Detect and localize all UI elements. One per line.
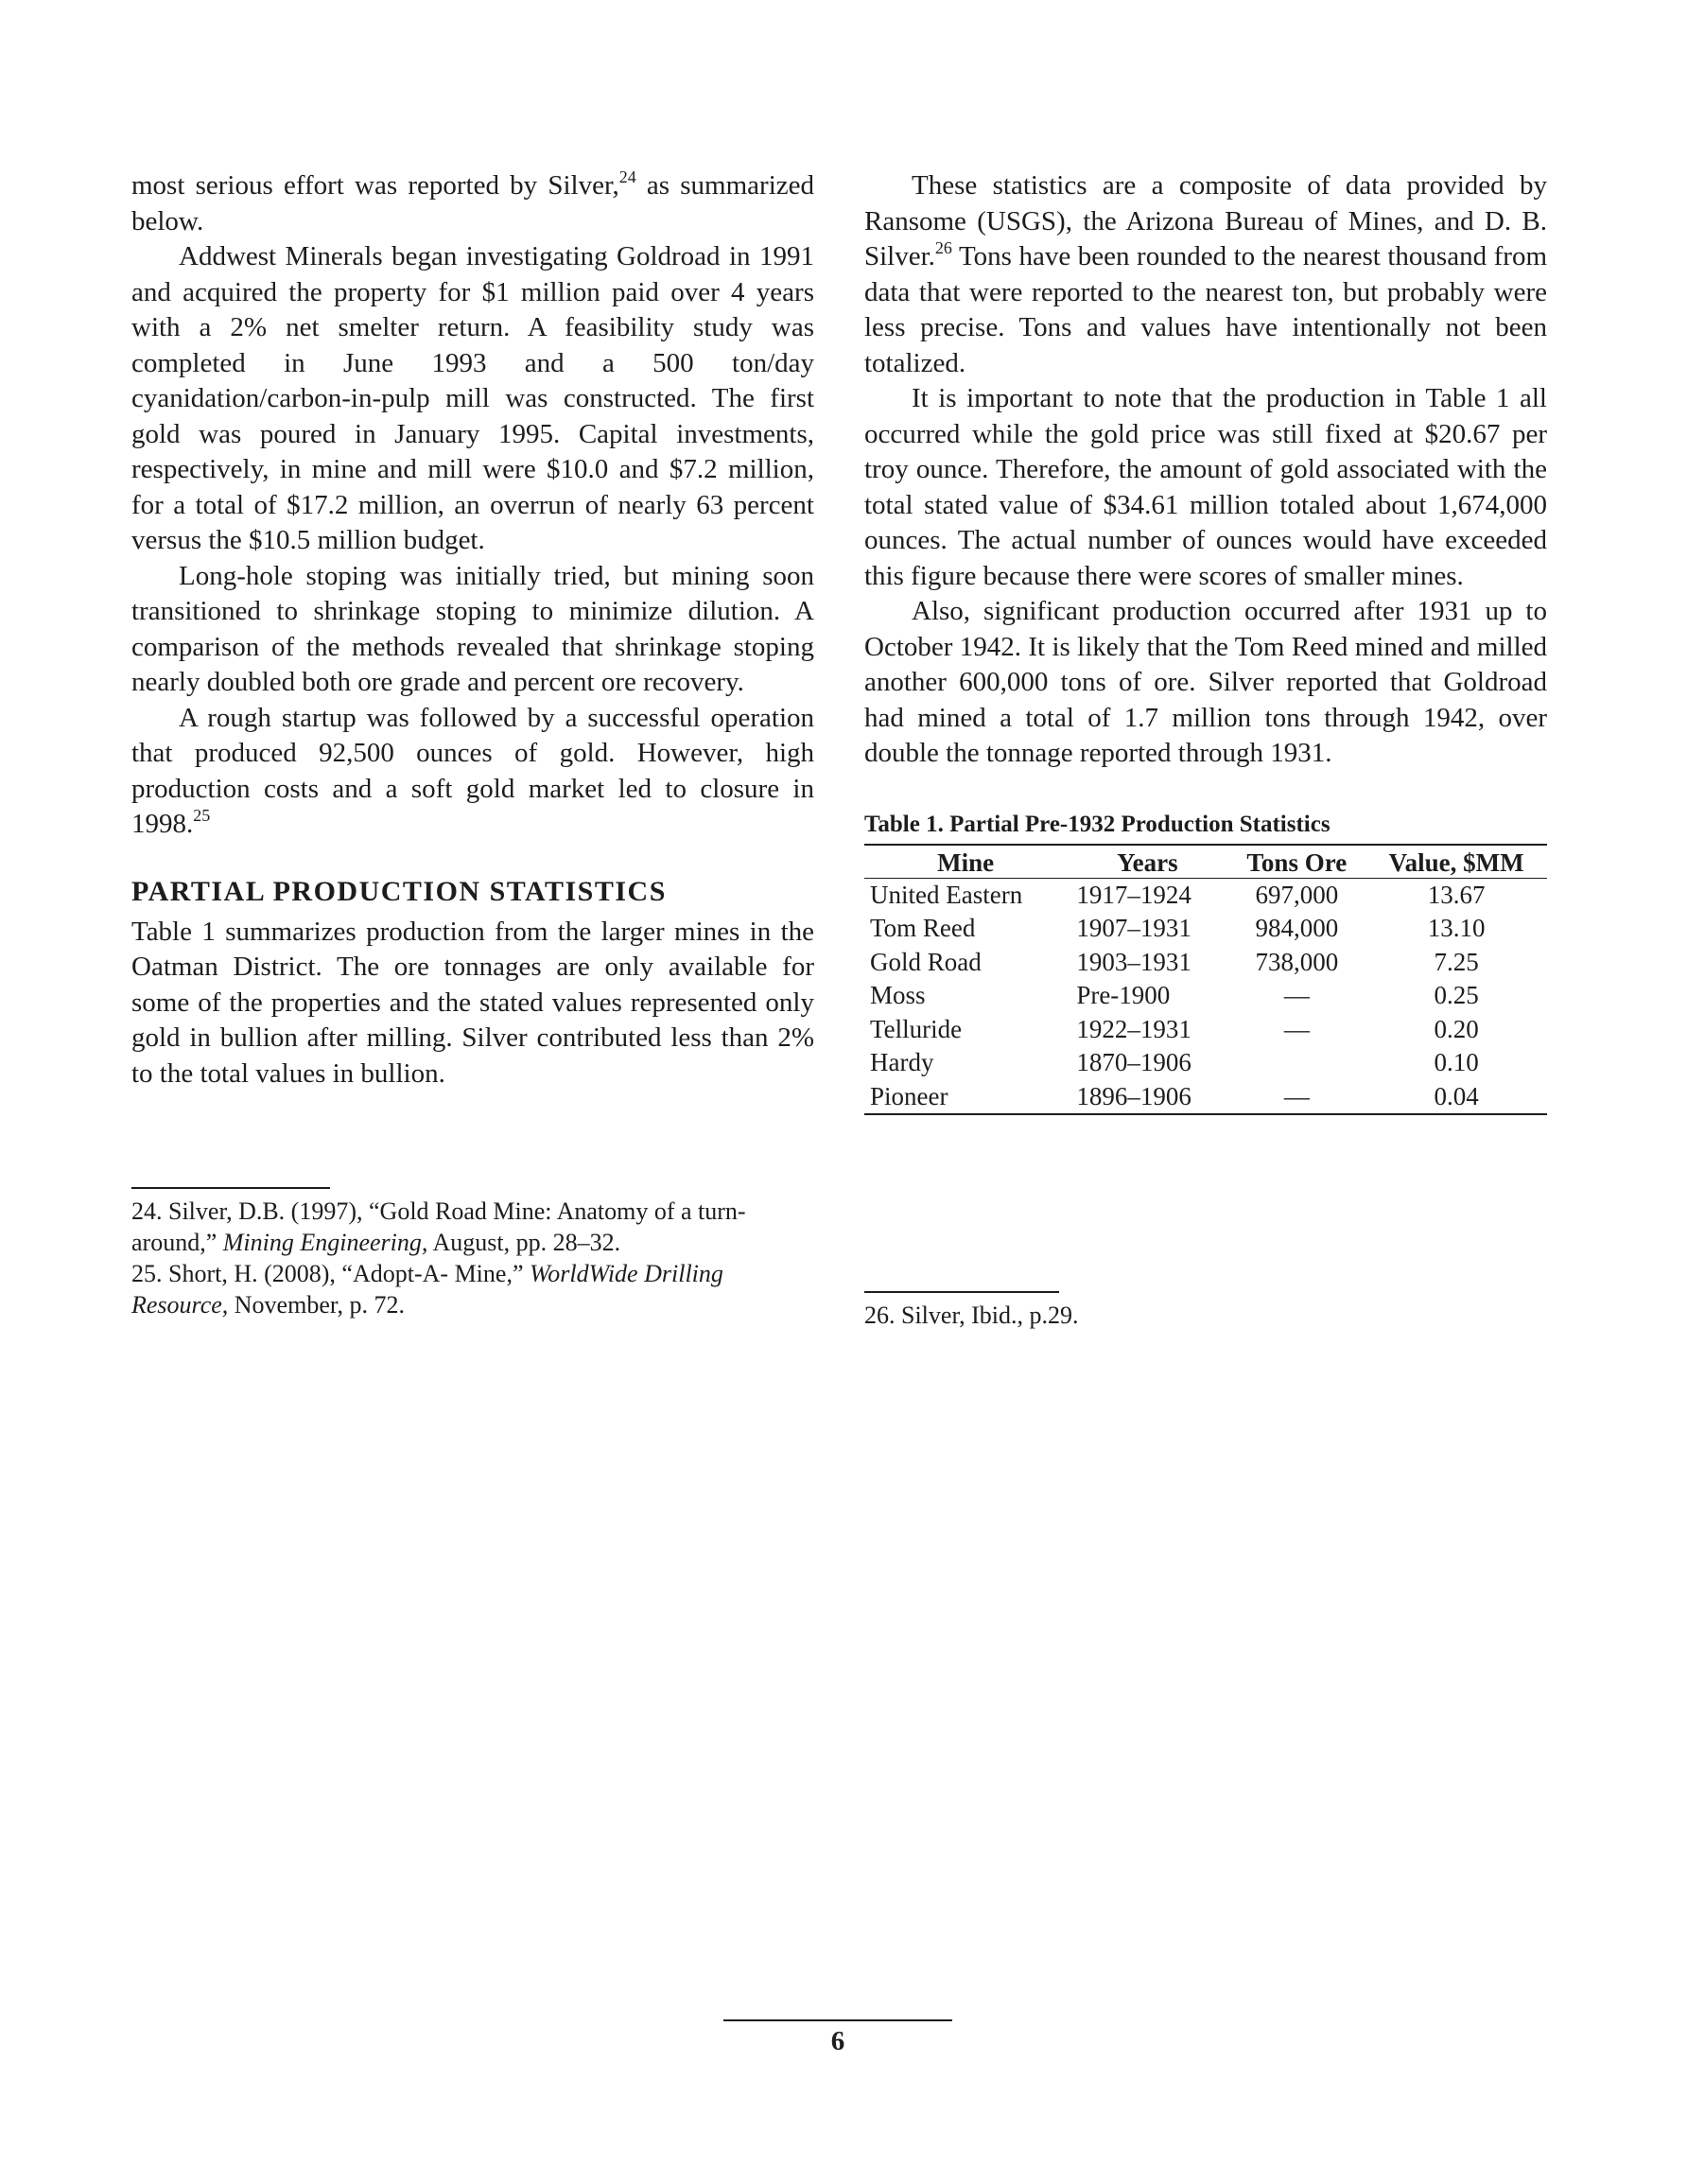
table-cell: —: [1283, 1081, 1310, 1110]
table-cell: 1870–1906: [1076, 1048, 1191, 1076]
table-cell: 738,000: [1255, 947, 1339, 976]
paragraph: It is important to note that the production in Table 1 all occurred while the gold price was still fixed at $20.67 per troy ounce. Therefore, the amount of gold associated with the total stated value of $34.61 million totaled about 1,674,000 ounces. The actual number of ounces would have exceeded this figure because there were scores of smaller mines.: [864, 383, 1547, 591]
table-cell: 1903–1931: [1076, 947, 1191, 976]
table-row: [864, 1080, 1547, 1115]
paragraph: Long-hole stoping was initially tried, but mining soon transitioned to shrinkage stoping to minimize dilution. A comparison of the methods revealed that shrinkage stoping nearly doubled both ore grade and percent ore recovery.: [131, 560, 814, 697]
table-cell: 1917–1924: [1076, 880, 1191, 909]
paragraph: Also, significant production occurred after 1931 up to October 1942. It is likely that the Tom Reed mined and milled another 600,000 tons of ore. Silver reported that Goldroad had mined a total of 1.7 million tons through 1942, over double the tonnage reported through 1931.: [864, 596, 1547, 768]
table-cell: 0.25: [1434, 981, 1479, 1009]
column-header: Tons Ore: [1227, 845, 1365, 879]
table-cell: Telluride: [870, 1014, 963, 1043]
table-cell: 0.04: [1434, 1081, 1479, 1110]
table-row: [864, 912, 1547, 946]
footnote-divider: [131, 1187, 330, 1189]
footnote-ref[interactable]: 25: [193, 806, 211, 825]
production-table: [864, 844, 1547, 1116]
paragraph: Table 1 summarizes production from the larger mines in the Oatman District. The ore tonnages are only available for some of the properties and the stated values represented only gold in bullion after milling. Silver contributed less than 2% to the total values in bullion.: [131, 916, 814, 1089]
footnote-25: 25. Short, H. (2008), “Adopt-A- Mine,” WorldWide Drilling Resource, November, p. 72.: [131, 1260, 723, 1319]
footnotes-left: [131, 1196, 814, 1320]
footnote-ref[interactable]: 24: [618, 167, 636, 186]
table-cell: Pioneer: [870, 1081, 948, 1110]
table-cell: [1227, 1046, 1365, 1080]
table-row: [864, 878, 1547, 912]
paragraph: most serious effort was reported by Silver,$^{24}$ as summarized below.: [131, 167, 815, 236]
table-cell: 13.67: [1427, 880, 1486, 909]
table-cell: 1907–1931: [1076, 914, 1191, 942]
table-cell: Hardy: [870, 1048, 934, 1076]
table-cell: Pre-1900: [1076, 981, 1171, 1009]
table-cell: Tom Reed: [870, 914, 976, 942]
paragraph: These statistics are a composite of data provided by Ransome (USGS), the Arizona Bureau of Mines, and D. B. Silver.$^{26}$ Tons have been rounded to the nearest thousand from data that were reported to the nearest ton, but probably were less precise. Tons and values have intentionally not been totalized.: [864, 170, 1547, 378]
footnotes-right: [864, 1300, 1547, 1331]
table-row: [864, 979, 1547, 1013]
table-cell: 697,000: [1255, 880, 1339, 909]
column-header: Value, $MM: [1365, 845, 1547, 879]
table-cell: —: [1283, 1014, 1310, 1043]
table-cell: Gold Road: [870, 947, 982, 976]
table-cell: 984,000: [1255, 914, 1339, 942]
footnote-26: 26. Silver, Ibid., p.29.: [864, 1302, 1079, 1329]
footnote-ref[interactable]: 26: [934, 238, 952, 257]
table-cell: 0.20: [1434, 1014, 1479, 1043]
table-caption: Table 1. Partial Pre-1932 Production Statistics: [864, 811, 1330, 837]
table-cell: 1922–1931: [1076, 1014, 1191, 1043]
footnote-24: 24. Silver, D.B. (1997), “Gold Road Mine: Anatomy of a turn-around,” Mining Engineering, August, pp. 28–32.: [131, 1197, 746, 1256]
table-cell: —: [1283, 981, 1310, 1009]
paragraph: A rough startup was followed by a successful operation that produced 92,500 ounces of gold. However, high production costs and a soft gold market led to closure in 1998.25: [131, 702, 814, 839]
table-row: [864, 946, 1547, 980]
table-cell: 0.10: [1434, 1048, 1479, 1076]
paragraph: Addwest Minerals began investigating Goldroad in 1991 and acquired the property for $1 million paid over 4 years with a 2% net smelter return. A feasibility study was completed in June 1993 and a 500 ton/day cyanidation/carbon-in-pulp mill was constructed. The first gold was poured in January 1995. Capital investments, respectively, in mine and mill were $10.0 and $7.2 million, for a total of $17.2 million, an overrun of nearly 63 percent versus the $10.5 million budget.: [131, 241, 814, 555]
table-row: [864, 1013, 1547, 1047]
page-number: 6: [830, 2026, 845, 2056]
table-cell: 7.25: [1434, 947, 1479, 976]
table-cell: Moss: [870, 981, 926, 1009]
table-cell: 13.10: [1427, 914, 1486, 942]
right-column: [864, 168, 1547, 1115]
column-header: Years: [1067, 845, 1227, 879]
footnote-divider: [864, 1291, 1059, 1293]
left-column: [131, 168, 814, 1092]
table-header-row: [864, 845, 1547, 879]
section-heading: PARTIAL PRODUCTION STATISTICS: [131, 875, 667, 907]
page-number-rule: [723, 2019, 952, 2021]
table-row: [864, 1046, 1547, 1080]
table-cell: 1896–1906: [1076, 1081, 1191, 1110]
table-cell: United Eastern: [870, 880, 1023, 909]
column-header: Mine: [864, 845, 1067, 879]
